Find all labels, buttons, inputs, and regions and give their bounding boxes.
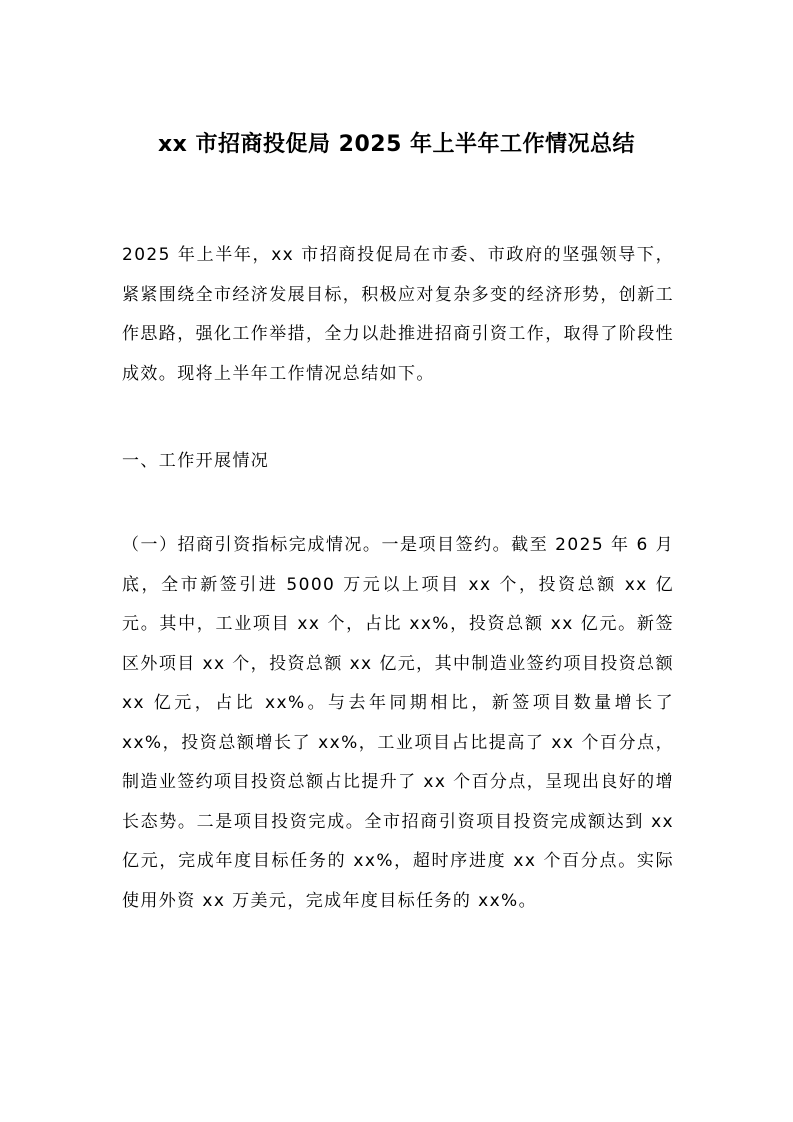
document-title: xx 市招商投促局 2025 年上半年工作情况总结 [157,132,636,157]
intro-paragraph: 2025 年上半年，xx 市招商投促局在市委、市政府的坚强领导下，紧紧围绕全市经济发展目标，积极应对复杂多变的经济形势，创新工作思路，强化工作举措，全力以赴推进招商引资工作，取得了阶段性成效。现将上半年工作情况总结如下。 [122,245,674,384]
section-paragraph: （一）招商引资指标完成情况。一是项目签约。截至 2025 年 6 月底，全市新签引进 5000 万元以上项目 xx 个，投资总额 xx 亿元。其中，工业项目 xx 个，占比 xx%，投资总额 xx 亿元。新签区外项目 xx 个，投资总额 xx 亿元，其中制造业签约项目投资总额 xx 亿元，占比 xx%。与去年同期相比，新签项目数量增长了 xx%，投资总额增长了 xx%，工业项目占比提高了 xx 个百分点，制造业签约项目投资总额占比提升了 xx 个百分点，呈现出良好的增长态势。二是项目投资完成。全市招商引资项目投资完成额达到 xx 亿元，完成年度目标任务的 xx%，超时序进度 xx 个百分点。实际使用外资 xx 万美元，完成年度目标任务的 xx%。 [122,535,674,911]
section-heading: 一、工作开展情况 [122,451,270,471]
